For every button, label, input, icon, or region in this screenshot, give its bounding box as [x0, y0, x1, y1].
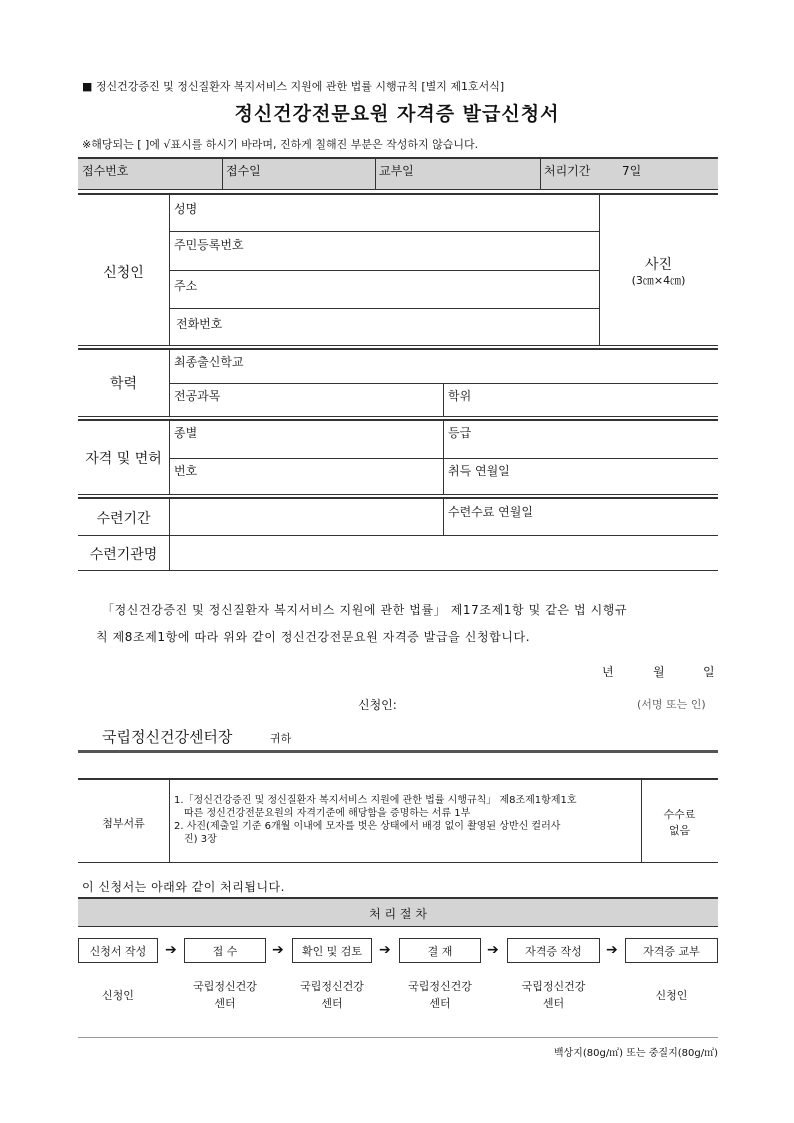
statement-line-2: 칙 제8조제1항에 따라 위와 같이 정신건강전문요원 자격증 발급을 신청합니다.: [96, 630, 531, 644]
training-period-label: 수련기간: [96, 511, 151, 527]
attachments-label: 첨부서류: [102, 817, 145, 830]
rrn-label: 주민등록번호: [174, 238, 244, 252]
law-reference: ■ 정신건강증진 및 정신질환자 복지서비스 지원에 관한 법률 시행규칙 [별지 제1호서식]: [82, 80, 505, 93]
training-institution-label: 수련기관명: [89, 547, 158, 563]
step-create-license: 자격증 작성: [507, 938, 600, 963]
receipt-date-label: 접수일: [226, 164, 261, 178]
step-apply: 신청서 작성: [78, 938, 158, 963]
recipient-honorific: 귀하: [270, 732, 292, 745]
actor-center-review: 국립정신건강 센터: [300, 980, 364, 1010]
date-day-label: 일: [703, 665, 715, 679]
flow-arrow-icon: ➔: [272, 942, 284, 958]
actor-applicant-end: 신청인: [655, 989, 688, 1002]
flow-arrow-icon: ➔: [379, 942, 391, 958]
step-receive: 접 수: [184, 938, 266, 963]
photo-size: (3㎝×4㎝): [631, 274, 686, 287]
process-title: 처 리 절 차: [369, 907, 427, 921]
photo-label: 사진: [644, 257, 673, 273]
name-label: 성명: [174, 202, 198, 216]
signature-note: (서명 또는 인): [637, 698, 706, 711]
actor-center-approve: 국립정신건강 센터: [408, 980, 472, 1010]
flow-arrow-icon: ➔: [606, 942, 618, 958]
paper-spec: 백상지(80g/㎡) 또는 중질지(80g/㎡): [553, 1048, 718, 1059]
license-number-label: 번호: [174, 464, 198, 478]
attachment-item-1-line-2: 따른 정신건강전문요원의 자격기준에 해당함을 증명하는 서류 1부: [184, 808, 471, 819]
flow-arrow-icon: ➔: [487, 942, 499, 958]
applicant-signature-label: 신청인:: [358, 698, 397, 712]
process-intro: 이 신청서는 아래와 같이 처리됩니다.: [82, 880, 285, 894]
major-label: 전공과목: [174, 389, 221, 403]
step-deliver-license: 자격증 교부: [625, 938, 718, 963]
license-type-label: 종별: [174, 426, 198, 440]
actor-applicant-start: 신청인: [102, 989, 134, 1002]
license-section-label: 자격 및 면허: [85, 451, 162, 467]
step-review: 확인 및 검토: [292, 938, 372, 963]
actor-center-create: 국립정신건강 센터: [521, 980, 586, 1010]
receipt-number-label: 접수번호: [82, 164, 129, 178]
attachment-item-2-line-1: 2. 사진(제출일 기준 6개월 이내에 모자를 벗은 상태에서 배경 없이 촬영된 상반신 컬러사: [174, 821, 561, 832]
license-grade-label: 등급: [448, 426, 472, 440]
statement-line-1: 「정신건강증진 및 정신질환자 복지서비스 지원에 관한 법률」 제17조제1항 및 같은 법 시행규: [102, 603, 628, 617]
degree-label: 학위: [448, 389, 472, 403]
processing-period-label: 처리기간: [544, 164, 591, 178]
issue-date-label: 교부일: [379, 164, 414, 178]
recipient-name: 국립정신건강센터장: [102, 728, 233, 746]
date-month-label: 월: [653, 665, 665, 679]
applicant-section-label: 신청인: [103, 265, 144, 281]
actor-center-receive: 국립정신건강 센터: [193, 980, 257, 1010]
processing-period-value: 7일: [622, 164, 642, 178]
fee-value: 없음: [668, 824, 691, 837]
education-section-label: 학력: [109, 376, 138, 392]
training-completion-label: 수련수료 연월일: [448, 505, 533, 519]
instruction-note: ※해당되는 [ ]에 √표시를 하시기 바라며, 진하게 칠해진 부분은 작성하지 않습니다.: [82, 138, 479, 151]
license-acquired-label: 취득 연월일: [448, 464, 510, 478]
flow-arrow-icon: ➔: [165, 942, 177, 958]
phone-label: 전화번호: [176, 317, 223, 331]
attachment-list: [174, 794, 577, 846]
date-year-label: 년: [602, 665, 614, 679]
address-label: 주소: [174, 279, 198, 293]
step-approve: 결 재: [399, 938, 481, 963]
attachment-item-2-line-2: 진) 3장: [184, 834, 217, 845]
page-title: 정신건강전문요원 자격증 발급신청서: [234, 103, 560, 125]
attachment-item-1-line-1: 1.「정신건강증진 및 정신질환자 복지서비스 지원에 관한 법률 시행규칙」 제8조제1항제1호: [174, 795, 577, 806]
school-label: 최종출신학교: [174, 355, 244, 369]
fee-label: 수수료: [663, 808, 696, 821]
